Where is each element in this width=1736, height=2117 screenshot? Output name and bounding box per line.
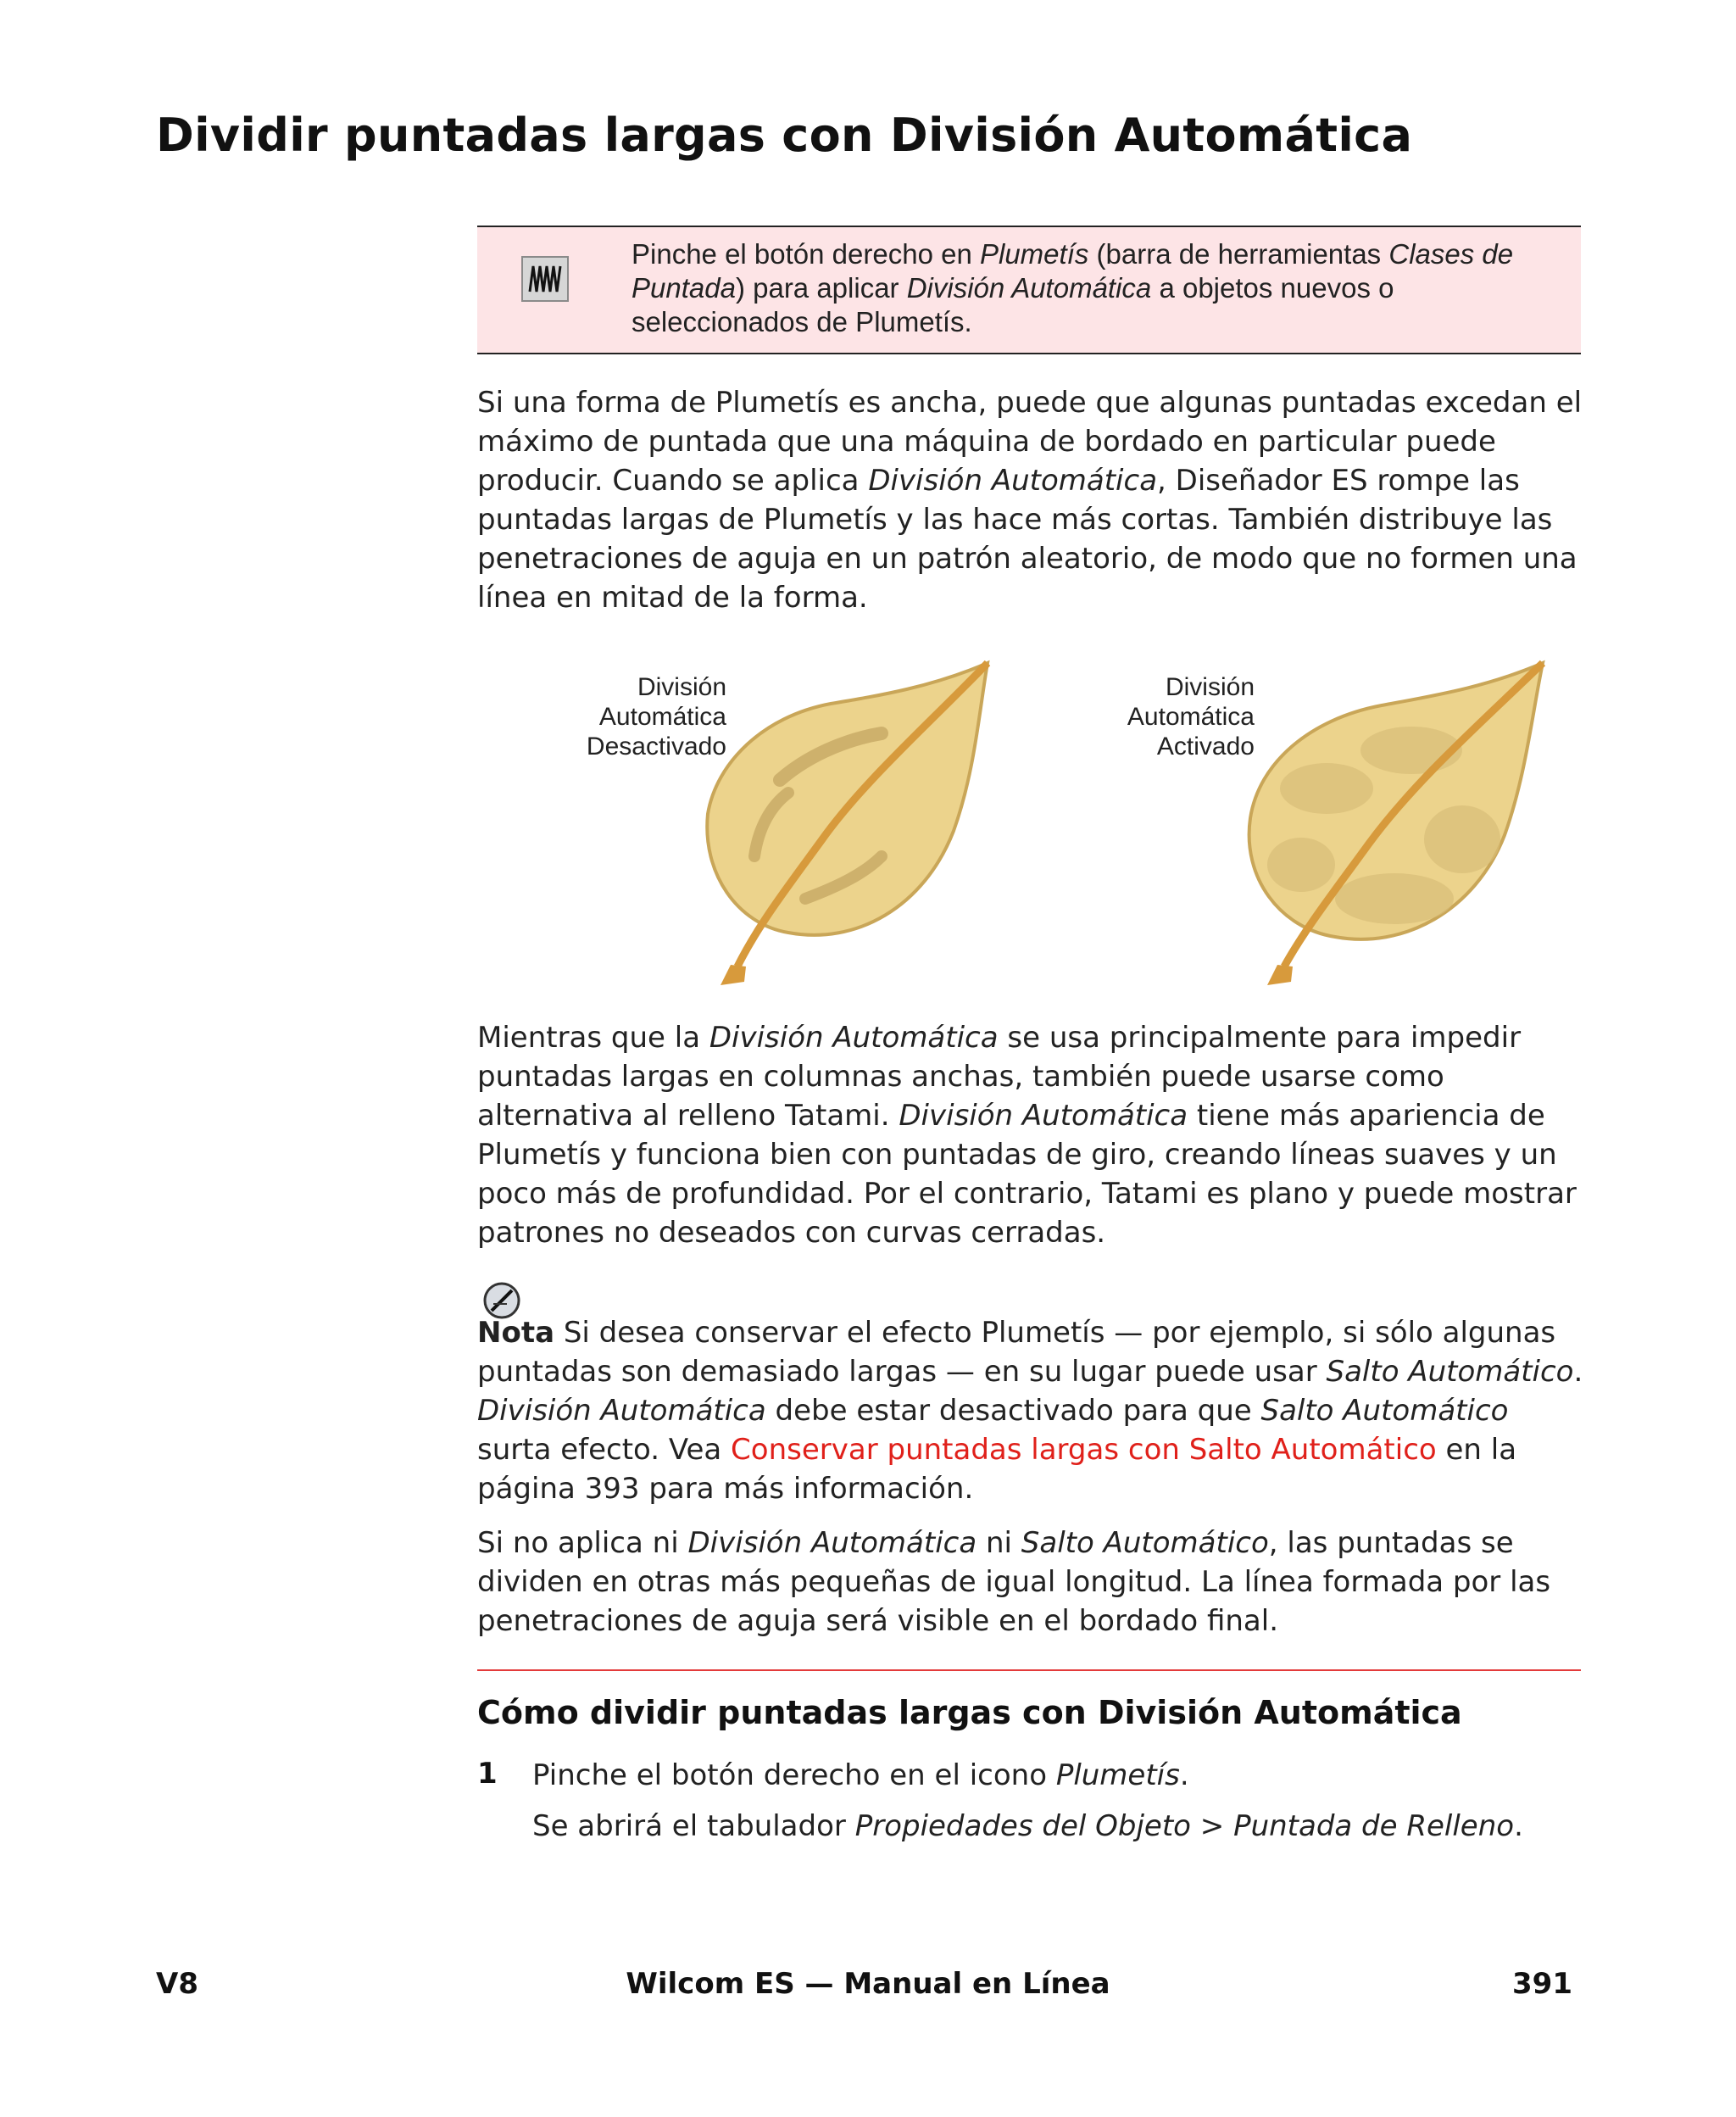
para2-t2: División Automática bbox=[709, 1021, 999, 1055]
step-t2: Plumetís bbox=[1055, 1758, 1180, 1792]
para2-t5: tiene más apariencia de Plumetís y funciona bien con puntadas de giro, creando líneas suaves y un poco más de profundidad. Por el contrario, Tatami es plano y puede mostrar patrones no deseados con curvas cerradas. bbox=[477, 1099, 1577, 1250]
satin-stitch-glyph bbox=[523, 258, 567, 300]
para2-t1: Mientras que la bbox=[477, 1021, 709, 1055]
tip-t4: Clases de Puntada bbox=[632, 238, 1514, 304]
step-t3: . bbox=[1179, 1758, 1189, 1792]
step-t1: Pinche el botón derecho en el icono bbox=[532, 1758, 1056, 1792]
tip-t2: Plumetís bbox=[979, 238, 1089, 270]
no-split-paragraph bbox=[477, 1524, 1588, 1641]
note-t3: . bbox=[1573, 1355, 1583, 1389]
label-off-line1: División bbox=[637, 673, 726, 701]
note-t8: en la página 393 para más información. bbox=[477, 1433, 1517, 1506]
leaf-off-image bbox=[678, 653, 1000, 992]
note-label: Nota bbox=[477, 1316, 555, 1350]
howto-heading: Cómo dividir puntadas largas con División Automática bbox=[477, 1694, 1462, 1731]
note-t2: Salto Automático bbox=[1326, 1355, 1574, 1389]
label-on-line1: División bbox=[1165, 673, 1255, 701]
satin-stitch-icon[interactable] bbox=[521, 256, 569, 302]
note-t1: Si desea conservar el efecto Plumetís — por ejemplo, si sólo algunas puntadas son demasiado largas — en su lugar puede usar bbox=[477, 1316, 1556, 1389]
para1-t3: , Diseñador ES rompe las puntadas largas de Plumetís y las hace más cortas. También distribuye las penetraciones de aguja en un patrón aleatorio, de modo que no formen una línea en mitad de la forma. bbox=[477, 464, 1577, 615]
label-on-line3: Activado bbox=[1156, 733, 1255, 760]
para1-t1: Si una forma de Plumetís es ancha, puede que algunas puntadas excedan el máximo de puntada que una máquina de bordado en particular puede producir. Cuando se aplica bbox=[477, 386, 1583, 498]
note-paragraph bbox=[477, 1313, 1588, 1508]
tip-box bbox=[477, 226, 1581, 354]
result-t2: Propiedades del Objeto > Puntada de Relleno bbox=[854, 1809, 1515, 1843]
label-on-line2: Automática bbox=[1127, 703, 1255, 731]
footer-title: Wilcom ES — Manual en Línea bbox=[626, 1967, 1110, 2001]
note-t5: debe estar desactivado para que bbox=[765, 1394, 1261, 1428]
note-t7: surta efecto. Vea bbox=[477, 1433, 732, 1467]
tip-t7: a objetos nuevos o seleccionados de Plumetís. bbox=[632, 272, 1394, 337]
result-t1: Se abrirá el tabulador bbox=[532, 1809, 855, 1843]
tip-t6: División Automática bbox=[906, 272, 1152, 304]
para3-t3: ni bbox=[976, 1526, 1021, 1560]
para1-t2: División Automática bbox=[868, 464, 1158, 498]
tip-text bbox=[632, 237, 1572, 339]
cross-reference-link[interactable]: Conservar puntadas largas con Salto Automático bbox=[731, 1433, 1437, 1467]
para3-t1: Si no aplica ni bbox=[477, 1526, 688, 1560]
step-instruction bbox=[532, 1756, 1583, 1795]
leaf-comparison-figure bbox=[551, 653, 1585, 992]
note-t4: División Automática bbox=[477, 1394, 766, 1428]
comparison-paragraph bbox=[477, 1018, 1588, 1252]
leaf-on-image bbox=[1216, 653, 1555, 992]
page-title: Dividir puntadas largas con División Automática bbox=[156, 109, 1413, 162]
para2-t4: División Automática bbox=[899, 1099, 1188, 1133]
footer-page-number: 391 bbox=[1512, 1967, 1572, 2001]
label-off-line2: Automática bbox=[598, 703, 726, 731]
note-t6: Salto Automático bbox=[1260, 1394, 1509, 1428]
result-t3: . bbox=[1514, 1809, 1523, 1843]
tip-t5: ) para aplicar bbox=[735, 272, 907, 304]
intro-paragraph bbox=[477, 383, 1588, 617]
section-divider bbox=[477, 1669, 1581, 1671]
tip-t3: (barra de herramientas bbox=[1088, 238, 1389, 270]
footer-version: V8 bbox=[156, 1967, 198, 2001]
step-result bbox=[532, 1807, 1583, 1846]
para3-t2: División Automática bbox=[687, 1526, 977, 1560]
step-number: 1 bbox=[477, 1757, 498, 1791]
label-off-line3: Desactivado bbox=[586, 733, 726, 760]
tip-t1: Pinche el botón derecho en bbox=[632, 238, 980, 270]
para3-t5: , las puntadas se dividen en otras más pequeñas de igual longitud. La línea formada por las penetraciones de aguja será visible en el bordado final. bbox=[477, 1526, 1551, 1638]
para3-t4: Salto Automático bbox=[1021, 1526, 1269, 1560]
para2-t3: se usa principalmente para impedir puntadas largas en columnas anchas, también puede usarse como alternativa al relleno Tatami. bbox=[477, 1021, 1522, 1133]
